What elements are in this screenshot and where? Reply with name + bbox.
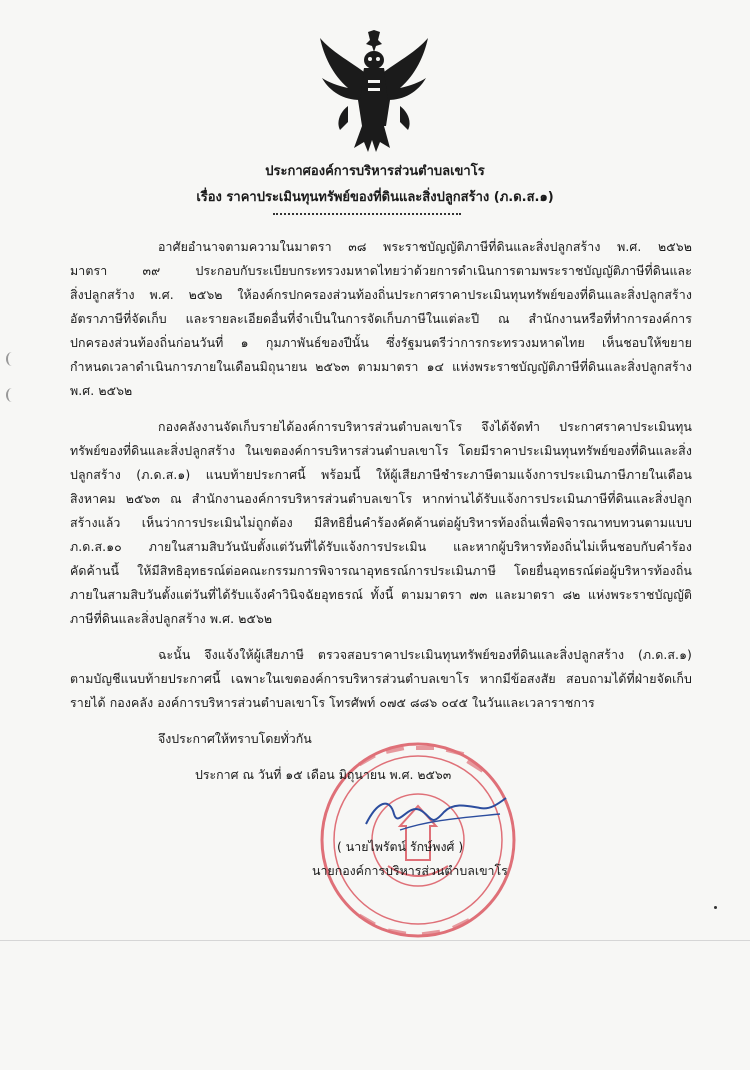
paragraph-1-line: อาศัยอำนาจตามความในมาตรา ๓๘ พระราชบัญญัติภาษีที่ดินและสิ่งปลูกสร้าง พ.ศ. ๒๕๖๒ [158, 239, 692, 254]
paragraph-1-line: อัตราภาษีที่จัดเก็บ และรายละเอียดอื่นที่จำเป็นในการจัดเก็บภาษีในแต่ละปี ณ สำนักงานหรือที่ทำการองค์การ [70, 311, 692, 326]
paragraph-2-line: คัดค้านนี้ ให้มีสิทธิอุทธรณ์ต่อคณะกรรมการพิจารณาอุทธรณ์การประเมินภาษี โดยยื่นอุทธรณ์ต่อผู้บริหารท้องถิ่น [70, 563, 692, 578]
closing-statement: จึงประกาศให้ทราบโดยทั่วกัน [158, 731, 312, 746]
paragraph-1-line: สิ่งปลูกสร้าง พ.ศ. ๒๕๖๒ ให้องค์กรปกครองส่วนท้องถิ่นประกาศราคาประเมินทุนทรัพย์ของที่ดินและสิ่งปลูกสร้าง [70, 287, 692, 302]
handwritten-signature-icon [360, 790, 510, 836]
garuda-emblem-icon [318, 30, 430, 154]
paragraph-2-line: ปลูกสร้าง (ภ.ด.ส.๑) แนบท้ายประกาศนี้ พร้อมนี้ ให้ผู้เสียภาษีชำระภาษีตามแจ้งการประเมินภาษีภายในเดือน [70, 467, 692, 482]
punch-hole-mark [6, 388, 18, 402]
paragraph-1-line: มาตรา ๓๙ ประกอบกับระเบียบกระทรวงมหาดไทยว่าด้วยการดำเนินการตามพระราชบัญญัติภาษีที่ดินและ [70, 263, 692, 278]
paragraph-1-line: พ.ศ. ๒๕๖๒ [70, 383, 133, 398]
paragraph-2-line: สิงหาคม ๒๕๖๓ ณ สำนักงานองค์การบริหารส่วนตำบลเขาโร หากท่านได้รับแจ้งการประเมินภาษีที่ดินและสิ่งปลูก [70, 491, 692, 506]
announcement-date: ประกาศ ณ วันที่ ๑๕ เดือน มิถุนายน พ.ศ. ๒๕๖๓ [195, 767, 452, 782]
announcement-title: ประกาศองค์การบริหารส่วนตำบลเขาโร [265, 164, 485, 179]
scan-edge-line [0, 940, 750, 941]
paragraph-3-line: ฉะนั้น จึงแจ้งให้ผู้เสียภาษี ตรวจสอบราคาประเมินทุนทรัพย์ของที่ดินและสิ่งปลูกสร้าง (ภ.ด.ส.๑) [158, 647, 692, 662]
paragraph-2-line: ภ.ด.ส.๑๐ ภายในสามสิบวันนับตั้งแต่วันที่ได้รับแจ้งการประเมิน และหากผู้บริหารท้องถิ่นไม่เห็นชอบกับคำร้อง [70, 539, 692, 554]
paragraph-1-line: ปกครองส่วนท้องถิ่นก่อนวันที่ ๑ กุมภาพันธ์ของปีนั้น ซึ่งรัฐมนตรีว่าการกระทรวงมหาดไทย เห็นชอบให้ขยาย [70, 335, 692, 350]
paragraph-2-line: กองคลังงานจัดเก็บรายได้องค์การบริหารส่วนตำบลเขาโร จึงได้จัดทำ ประกาศราคาประเมินทุน [158, 419, 692, 434]
signatory-position: นายกองค์การบริหารส่วนตำบลเขาโร [312, 863, 508, 878]
paragraph-2-line: สร้างแล้ว เห็นว่าการประเมินไม่ถูกต้อง มีสิทธิยื่นคำร้องคัดค้านต่อผู้บริหารท้องถิ่นเพื่อพิจารณาทบทวนตามแบบ [70, 515, 692, 530]
title-divider [273, 213, 461, 215]
scan-speck [714, 906, 717, 909]
punch-hole-mark [6, 352, 18, 366]
paragraph-2-line: ภายในสามสิบวันตั้งแต่วันที่ได้รับแจ้งคำวินิจฉัยอุทธรณ์ ทั้งนี้ ตามมาตรา ๗๓ และมาตรา ๘๒ แห่งพระราชบัญญัติ [70, 587, 692, 602]
signatory-name: ( นายไพรัตน์ รักษ์พงศ์ ) [337, 839, 464, 854]
announcement-subject: เรื่อง ราคาประเมินทุนทรัพย์ของที่ดินและสิ่งปลูกสร้าง (ภ.ด.ส.๑) [196, 190, 554, 205]
paragraph-2-line: ทรัพย์ของที่ดินและสิ่งปลูกสร้าง ในเขตองค์การบริหารส่วนตำบลเขาโร โดยมีราคาประเมินทุนทรัพย์ของที่ดินและสิ่ง [70, 443, 692, 458]
paragraph-1-line: กำหนดเวลาดำเนินการภายในเดือนมิถุนายน ๒๕๖๓ ตามมาตรา ๑๔ แห่งพระราชบัญญัติภาษีที่ดินและสิ่งปลูกสร้าง [70, 359, 692, 374]
paragraph-3-line: รายได้ กองคลัง องค์การบริหารส่วนตำบลเขาโร โทรศัพท์ ๐๗๕ ๘๘๖ ๐๔๕ ในวันและเวลาราชการ [70, 695, 595, 710]
paragraph-3-line: ตามบัญชีแนบท้ายประกาศนี้ เฉพาะในเขตองค์การบริหารส่วนตำบลเขาโร หากมีข้อสงสัย สอบถามได้ที่ฝ่ายจัดเก็บ [70, 671, 692, 686]
paragraph-2-line: ภาษีที่ดินและสิ่งปลูกสร้าง พ.ศ. ๒๕๖๒ [70, 611, 273, 626]
